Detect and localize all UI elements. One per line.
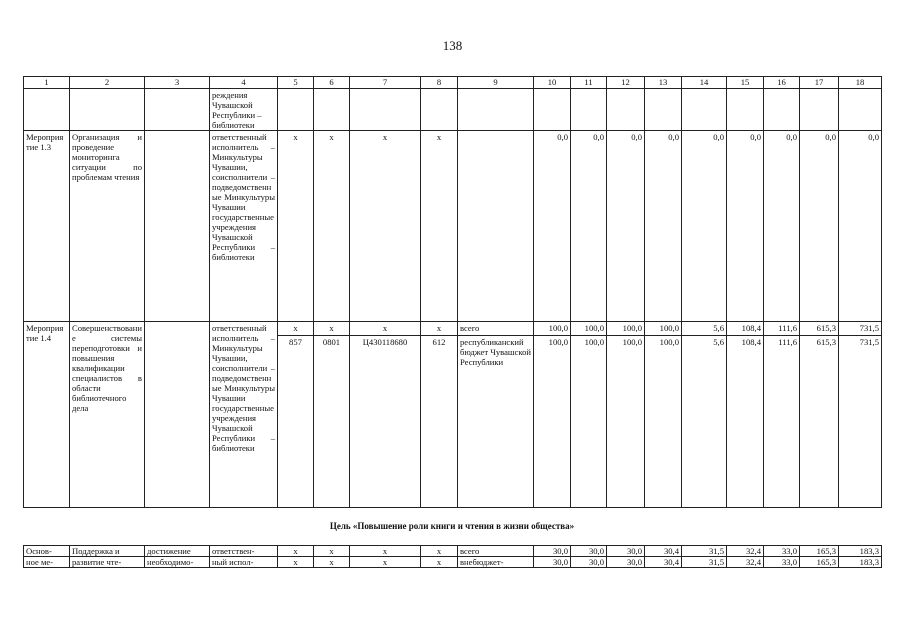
value-cell: 0,0 bbox=[571, 131, 607, 322]
value-cell: 100,0 bbox=[571, 322, 607, 336]
value-cell: x bbox=[278, 131, 314, 322]
value-cell: 0,0 bbox=[800, 131, 839, 322]
header-cell: 11 bbox=[571, 77, 607, 89]
value-cell: 0,0 bbox=[534, 131, 571, 322]
value-cell: 100,0 bbox=[645, 336, 682, 508]
code-cell: Ц430118680 bbox=[350, 336, 421, 508]
table-row bbox=[24, 557, 882, 568]
value-cell: 111,6 bbox=[764, 336, 800, 508]
value-cell: 731,5 bbox=[839, 322, 882, 336]
value-cell: 615,3 bbox=[800, 336, 839, 508]
value-cell: 30,0 bbox=[534, 557, 571, 568]
value-cell: 5,6 bbox=[682, 336, 727, 508]
executor-cell: ответственный исполнитель – Минкультуры Чувашии, соисполнители – подведомственные Минкультуры Чувашии государственные учреждения Чувашской Республики – библиотеки bbox=[210, 322, 278, 508]
value-cell: x bbox=[350, 546, 421, 557]
value-cell: 30,4 bbox=[645, 546, 682, 557]
source-cell: республиканский бюджет Чувашской Республики bbox=[458, 336, 534, 508]
value-cell: 100,0 bbox=[607, 322, 645, 336]
event-description-cell: развитие чте- bbox=[70, 557, 145, 568]
value-cell: 5,6 bbox=[682, 322, 727, 336]
value-cell: 183,3 bbox=[839, 546, 882, 557]
value-cell: x bbox=[350, 131, 421, 322]
header-cell: 5 bbox=[278, 77, 314, 89]
value-cell: 100,0 bbox=[571, 336, 607, 508]
value-cell: x bbox=[421, 322, 458, 336]
value-cell: 31,5 bbox=[682, 557, 727, 568]
value-cell: x bbox=[350, 557, 421, 568]
value-cell: 165,3 bbox=[800, 557, 839, 568]
value-cell: 0,0 bbox=[607, 131, 645, 322]
table-row bbox=[24, 89, 882, 131]
value-cell: 0,0 bbox=[727, 131, 764, 322]
value-cell: x bbox=[278, 322, 314, 336]
value-cell: 0,0 bbox=[645, 131, 682, 322]
header-cell: 2 bbox=[70, 77, 145, 89]
value-cell: 33,0 bbox=[764, 557, 800, 568]
value-cell: 100,0 bbox=[534, 322, 571, 336]
header-cell: 3 bbox=[145, 77, 210, 89]
header-cell: 9 bbox=[458, 77, 534, 89]
value-cell: 0,0 bbox=[764, 131, 800, 322]
table-row bbox=[24, 322, 882, 336]
header-cell: 1 bbox=[24, 77, 70, 89]
value-cell: x bbox=[278, 557, 314, 568]
value-cell: x bbox=[421, 546, 458, 557]
code-cell: 0801 bbox=[314, 336, 350, 508]
header-cell: 12 bbox=[607, 77, 645, 89]
event-description-cell: Поддержка и bbox=[70, 546, 145, 557]
value-cell: 32,4 bbox=[727, 546, 764, 557]
indicator-cell: достижение bbox=[145, 546, 210, 557]
header-cell: 14 bbox=[682, 77, 727, 89]
value-cell: 100,0 bbox=[607, 336, 645, 508]
value-cell: 165,3 bbox=[800, 546, 839, 557]
value-cell: x bbox=[314, 131, 350, 322]
header-cell: 8 bbox=[421, 77, 458, 89]
event-name-cell: ное ме- bbox=[24, 557, 70, 568]
header-row bbox=[24, 77, 882, 89]
code-cell: 857 bbox=[278, 336, 314, 508]
value-cell: 30,0 bbox=[571, 557, 607, 568]
value-cell: 0,0 bbox=[839, 131, 882, 322]
value-cell: 108,4 bbox=[727, 322, 764, 336]
value-cell: 615,3 bbox=[800, 322, 839, 336]
value-cell: x bbox=[278, 546, 314, 557]
event-name-cell: Мероприятие 1.3 bbox=[24, 131, 70, 322]
value-cell: x bbox=[350, 322, 421, 336]
page-number: 138 bbox=[442, 38, 463, 53]
header-cell: 17 bbox=[800, 77, 839, 89]
executor-cell: реждения Чувашской Республики – библиотеки bbox=[210, 89, 278, 131]
header-cell: 18 bbox=[839, 77, 882, 89]
table-row bbox=[24, 131, 882, 322]
header-cell: 6 bbox=[314, 77, 350, 89]
funding-table bbox=[23, 76, 882, 508]
value-cell: 100,0 bbox=[645, 322, 682, 336]
header-cell: 16 bbox=[764, 77, 800, 89]
value-cell: x bbox=[421, 557, 458, 568]
value-cell: 0,0 bbox=[682, 131, 727, 322]
header-cell: 7 bbox=[350, 77, 421, 89]
value-cell: x bbox=[314, 322, 350, 336]
executor-cell: ответствен- bbox=[210, 546, 278, 557]
executor-cell: ный испол- bbox=[210, 557, 278, 568]
source-cell: всего bbox=[458, 546, 534, 557]
header-cell: 10 bbox=[534, 77, 571, 89]
value-cell: 100,0 bbox=[534, 336, 571, 508]
value-cell: x bbox=[421, 131, 458, 322]
header-cell: 4 bbox=[210, 77, 278, 89]
indicator-cell: необходимо- bbox=[145, 557, 210, 568]
event-name-cell: Основ- bbox=[24, 546, 70, 557]
value-cell: 30,0 bbox=[571, 546, 607, 557]
value-cell: 30,0 bbox=[607, 546, 645, 557]
value-cell: 30,0 bbox=[534, 546, 571, 557]
executor-cell: ответственный исполнитель – Минкультуры Чувашии, соисполнители – подведомственные Минкультуры Чувашии государственные учреждения Чувашской Республики – библиотеки bbox=[210, 131, 278, 322]
value-cell: x bbox=[314, 557, 350, 568]
value-cell: 32,4 bbox=[727, 557, 764, 568]
value-cell: 108,4 bbox=[727, 336, 764, 508]
value-cell: 731,5 bbox=[839, 336, 882, 508]
table-row bbox=[24, 546, 882, 557]
value-cell: 30,4 bbox=[645, 557, 682, 568]
value-cell: 111,6 bbox=[764, 322, 800, 336]
source-cell: внебюджет- bbox=[458, 557, 534, 568]
value-cell: x bbox=[314, 546, 350, 557]
event-description-cell: Организация и проведение мониторинга ситуации по проблемам чтения bbox=[70, 131, 145, 322]
main-event-table bbox=[23, 545, 882, 568]
value-cell: 31,5 bbox=[682, 546, 727, 557]
event-description-cell: Совершенствование системы переподготовки и повышения квалификации специалистов в области библиотечного дела bbox=[70, 322, 145, 508]
goal-heading: Цель «Повышение роли книги и чтения в жизни общества» bbox=[329, 521, 575, 531]
source-cell: всего bbox=[458, 322, 534, 336]
header-cell: 15 bbox=[727, 77, 764, 89]
code-cell: 612 bbox=[421, 336, 458, 508]
event-name-cell: Мероприятие 1.4 bbox=[24, 322, 70, 508]
value-cell: 33,0 bbox=[764, 546, 800, 557]
header-cell: 13 bbox=[645, 77, 682, 89]
value-cell: 183,3 bbox=[839, 557, 882, 568]
value-cell: 30,0 bbox=[607, 557, 645, 568]
